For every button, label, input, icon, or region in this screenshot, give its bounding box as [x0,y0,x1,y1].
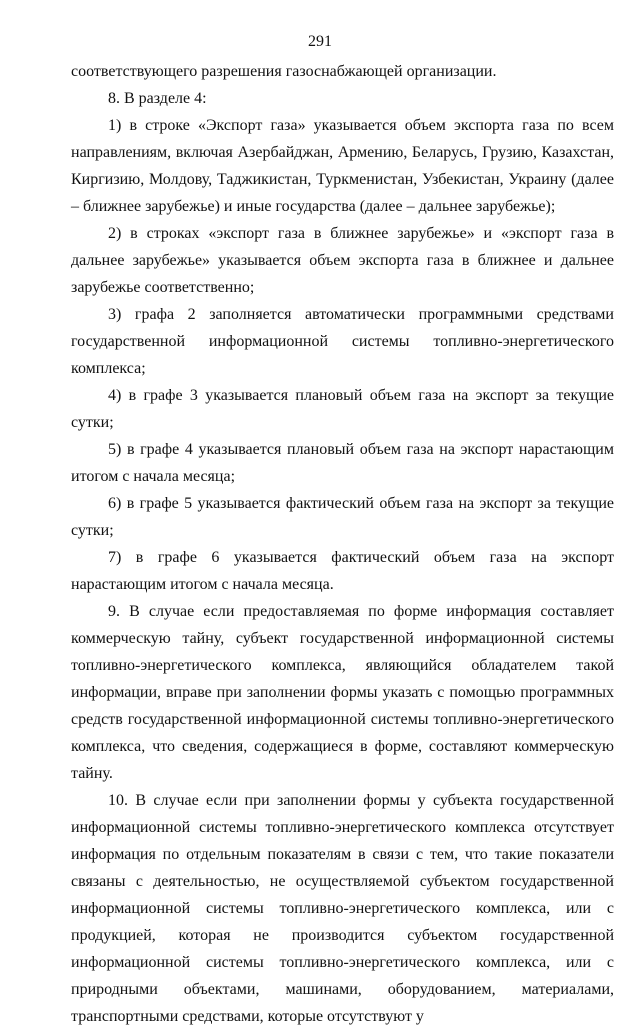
paragraph-section-9: 9. В случае если предоставляемая по форме информация составляет коммерческую тайну, субъект государственной информационной системы топливно-энергетического комплекса, являющийся обладателем такой информации, вправе при заполнении формы указать с помощью программных средств государственной информационной системы топливно-энергетического комплекса, что сведения, содержащиеся в форме, составляют коммерческую тайну. [71,603,614,782]
paragraph-item-3: 3) графа 2 заполняется автоматически программными средствами государственной информационной системы топливно-энергетического комплекса; [71,306,614,377]
paragraph-item-2: 2) в строках «экспорт газа в ближнее зарубежье» и «экспорт газа в дальнее зарубежье» указывается объем экспорта газа в ближнее и дальнее зарубежье соответственно; [71,225,614,296]
paragraph-continuation: соответствующего разрешения газоснабжающей организации. [71,63,497,80]
document-body [71,58,614,1030]
paragraph-item-1: 1) в строке «Экспорт газа» указывается объем экспорта газа по всем направлениям, включая Азербайджан, Армению, Беларусь, Грузию, Казахстан, Киргизию, Молдову, Таджикистан, Туркменистан, Узбекистан, Украину (далее – ближнее зарубежье) и иные государства (далее – дальнее зарубежье); [71,117,614,215]
paragraph-section-8-heading: 8. В разделе 4: [108,90,207,107]
paragraph-item-6: 6) в графе 5 указывается фактический объем газа на экспорт за текущие сутки; [71,495,614,539]
paragraph-item-7: 7) в графе 6 указывается фактический объем газа на экспорт нарастающим итогом с начала месяца. [71,549,614,593]
page-number: 291 [308,33,332,50]
paragraph-section-10: 10. В случае если при заполнении формы у субъекта государственной информационной системы топливно-энергетического комплекса отсутствует информация по отдельным показателям в связи с тем, что такие показатели связаны с деятельностью, не осуществляемой субъектом государственной информационной системы топливно-энергетического комплекса, или с продукцией, которая не производится субъектом государственной информационной системы топливно-энергетического комплекса, или с природными объектами, машинами, оборудованием, материалами, транспортными средствами, которые отсутствуют у [71,792,614,1025]
paragraph-item-4: 4) в графе 3 указывается плановый объем газа на экспорт за текущие сутки; [71,387,614,431]
paragraph-item-5: 5) в графе 4 указывается плановый объем газа на экспорт нарастающим итогом с начала месяца; [71,441,614,485]
